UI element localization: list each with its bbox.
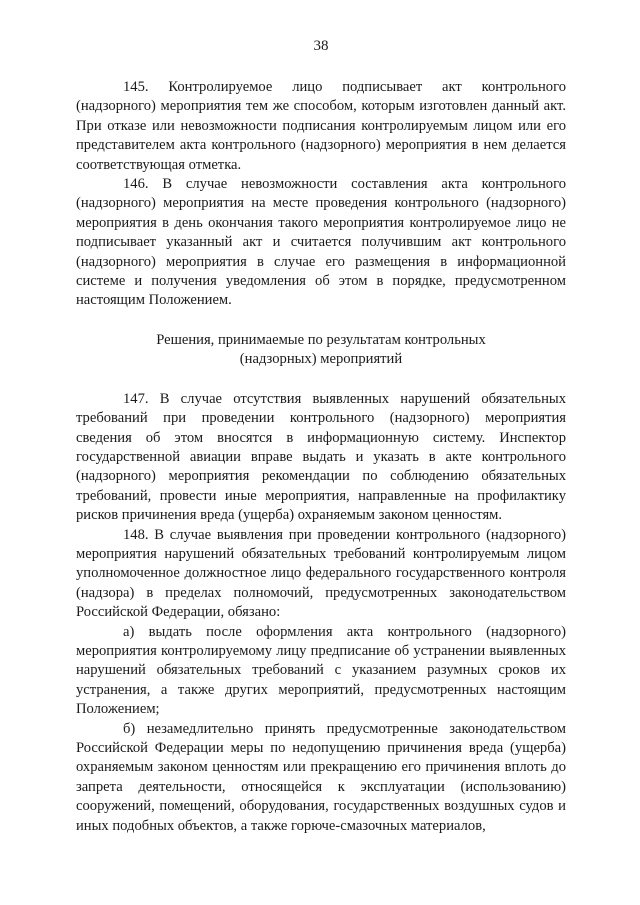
paragraph-147: 147. В случае отсутствия выявленных нарушений обязательных требований при проведении контрольного (надзорного) мероприятия сведения об этом вносятся в информационную систему. Инспектор государственной авиации вправе выдать и указать в акте контрольного (надзорного) мероприятия рекомендации по соблюдению обязательных требований, провести иные мероприятия, направленные на профилактику рисков причинения вреда (ущерба) охраняемым законом ценностям. xyxy=(76,390,566,524)
document-page xyxy=(76,36,566,836)
section-heading xyxy=(76,331,566,370)
paragraph-148: 148. В случае выявления при проведении контрольного (надзорного) мероприятия нарушений обязательных требований контролируемым лицом уполномоченное должностное лицо федерального государственного контроля (надзора) в пределах полномочий, предусмотренных законодательством Российской Федерации, обязано: xyxy=(76,526,566,621)
paragraph-145: 145. Контролируемое лицо подписывает акт контрольного (надзорного) мероприятия тем же способом, которым изготовлен данный акт. При отказе или невозможности подписания контролируемым лицом или его представителем акта контрольного (надзорного) мероприятия в нем делается соответствующая отметка. xyxy=(76,79,566,173)
page-number: 38 xyxy=(313,38,329,54)
paragraph-148-item-a: а) выдать после оформления акта контрольного (надзорного) мероприятия контролируемому лицу предписание об устранении выявленных нарушений обязательных требований с указанием разумных сроков их устранения, а также других мероприятий, предусмотренных настоящим Положением; xyxy=(76,623,566,718)
section-heading-line-2: (надзорных) мероприятий xyxy=(239,351,403,368)
section-heading-line-1: Решения, принимаемые по результатам контрольных xyxy=(156,331,486,348)
paragraph-146: 146. В случае невозможности составления акта контрольного (надзорного) мероприятия на месте проведения контрольного (надзорного) мероприятия в день окончания такого мероприятия контролируемое лицо не подписывает указанный акт и считается получившим акт контрольного (надзорного) мероприятия в случае его размещения в информационной системе и получения уведомления об этом в порядке, предусмотренном настоящим Положением. xyxy=(76,176,566,309)
paragraph-148-item-b: б) незамедлительно принять предусмотренные законодательством Российской Федерации меры по недопущению причинения вреда (ущерба) охраняемым законом ценностям или прекращению его причинения вплоть до запрета деятельности, относящейся к эксплуатации (использованию) сооружений, помещений, оборудования, государственных воздушных судов и иных подобных объектов, а также горюче-смазочных материалов, xyxy=(76,720,566,834)
